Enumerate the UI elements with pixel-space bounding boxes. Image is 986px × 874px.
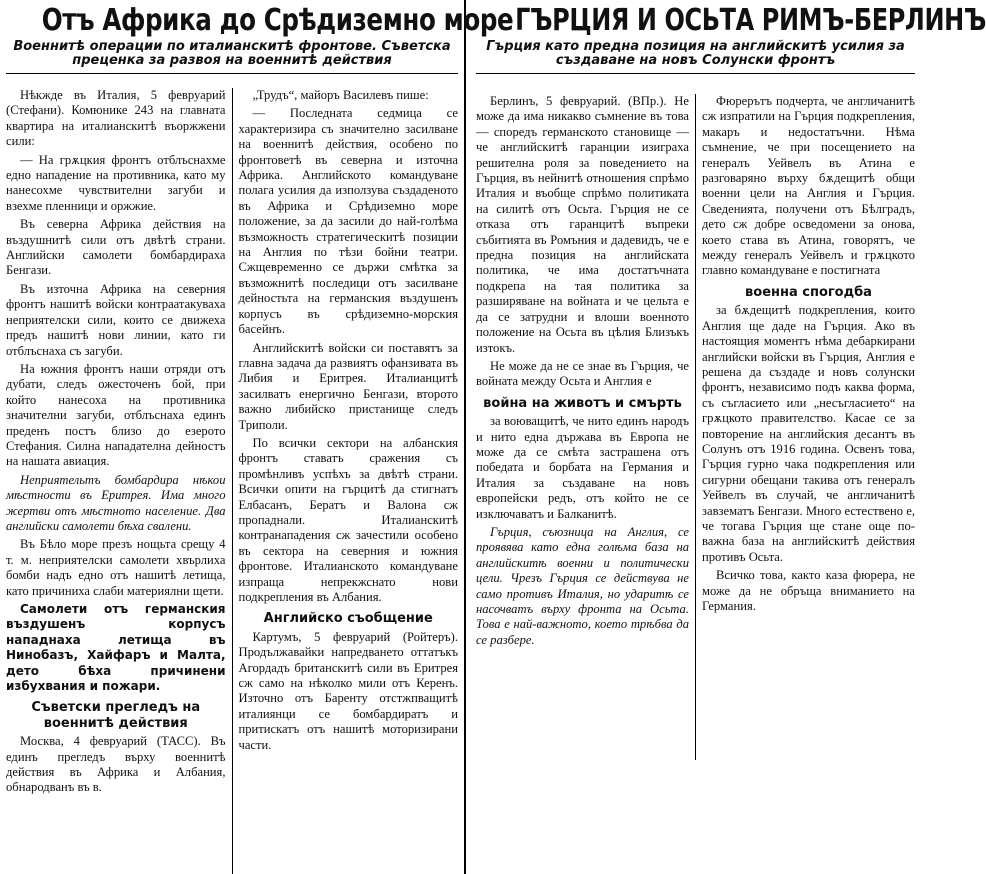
article-columns — [0, 88, 464, 874]
column-1 — [0, 88, 232, 874]
paragraph: Английскитѣ войски си поставятъ за главна задача да развиятъ офанзивата въ Либия и Еритрея. Италианцитѣ засилватъ енергично Бенгази, второто важно либийско пристанище следъ Триполи. — [238, 340, 458, 432]
paragraph: Неприятельтъ бомбардира нѣкои мѣстности въ Еритрея. Има много жертви отъ мѣстното население. Два английски самолети бѣха свалени. — [6, 472, 226, 533]
section-heading: война на животъ и смърть — [483, 395, 682, 411]
headline: ГЪРЦИЯ И ОСЬТА РИМЪ-БЕРЛИНЪ — [515, 3, 986, 38]
paragraph: за воюващитѣ, че нито единъ народъ и нито една държава въ Европа не може да се смѣта застрашена отъ победата и борбата на Германия и Италия за създаване на новъ европейски редъ, отъ който не се изключаватъ и Балканитѣ. — [476, 414, 689, 521]
paragraph: На южния фронтъ наши отряди отъ дубати, следъ ожесточенъ бой, при който нанесоха на противника значителни загуби, отблъснаха единъ преденъ постъ близо до езерото Стефания. Силна нападателна дейностъ на нашата авиация. — [6, 361, 226, 469]
column-2 — [232, 88, 465, 874]
paragraph: Въ източна Африка на северния фронтъ нашитѣ войски контраатакуваха неприятелски сили, които се движеха предъ нашитѣ нови линии, като ги отблъснаха съ загуби. — [6, 281, 226, 358]
section-heading: военна спогодба — [745, 284, 872, 300]
paragraph: Гърция, съюзница на Англия, се проявява като една голѣма база на английскитѣ военни и политически цели. Чрезъ Гърция се действува не само противъ Италия, но ударитѣ се насочватъ върху фронта на Осьта. Това е най-важното, което трѣбва да се разбере. — [476, 524, 689, 647]
paragraph: Берлинъ, 5 февруарий. (ВПр.). Не може да има никакво съмнение въ това — споредъ германското становище — че английскитѣ гаранции изиграха решителна роля за поведението на Гърция, въ нейнитѣ отношения спрѣмо Италия и въобще спрѣмо политиката на силитѣ отъ Осьта. Гърция не се отказа отъ гаранцитѣ въпреки събитията въ Ромъния и дадевидъ, че е предна позиция на английската политика, че има достатъчната подкрепа на тая политика за разширяване на войната и че цельта е да се затрудни и влоши военното положение на Осьта въ цѣлия Близъкъ изтокъ. — [476, 94, 689, 355]
paragraph: Самолети отъ германския въздушенъ корпусъ нападнаха летища въ Нинобазъ, Хайфаръ и Малта, дето бѣха причинени избухвания и пожари. — [6, 602, 226, 694]
section-heading: Английско съобщение — [263, 611, 433, 627]
paragraph: за бѫдещитѣ подкрепления, които Англия ще даде на Гърция. Ако въ настоящия моментъ нѣма дебаркирани английски войски въ Гърция, Англия е решена да създаде и новъ солунски фронтъ, независимо подъ каква форма, съ съгласието или „несъгласието“ на грѫцкото правителство. Касае се за повторение на английския десантъ въ Солунъ отъ 1916 година. Освенъ това, Гърция гурно чака подкрепления или сигурни обещани такива отъ генералъ Уейвелъ въ случай, че англичанитѣ завзематъ Бенгази. Много естествено е, че тогава Гърция ще стане още по-важна база на английскитѣ действия противъ Осьта. — [702, 303, 915, 564]
paragraph: — На грѫцкия фронтъ отблъснахме едно нападение на противника, като му нанесохме чувствителни загуби и взехме пленници и оржжие. — [6, 152, 226, 213]
paragraph: По всички сектори на албанския фронтъ ставатъ сражения съ промѣнливъ успѣхъ за двѣтѣ страни. Всички опити на гърцитѣ да стигнатъ Елбасанъ, Бератъ и Валона сж пропаднали. Италианскитѣ контранападения сж зачестили особено въ сектора на северния и южния фронтове. Италианското командуване изпраща непрекжснато нови подкрепления въ Албания. — [238, 435, 458, 604]
paragraph: Въ Бѣло море презъ нощьта срещу 4 т. м. неприятелски самолети хвърлиха бомби надъ едно отъ нашитѣ летища, като причиниха слаби материялни щети. — [6, 537, 226, 598]
section-heading: Съветски прегледъ на военнитѣ действия — [31, 700, 201, 731]
paragraph: Не може да не се знае въ Гърция, че войната между Осьта и Англия е — [476, 358, 689, 389]
divider — [476, 73, 915, 74]
column-2 — [695, 94, 921, 760]
paragraph: Картумъ, 5 февруарий (Ройтеръ). Продължавайки напредването оттатъкъ Агордадъ британскитѣ сили въ Еритрея сж само на нѣколко мили отъ Керенъ. Източно отъ Баренту отстжпващитѣ италиянци се бомбардиратъ и притискатъ отъ нашитѣ моторизирани части. — [238, 629, 458, 752]
article-greece-axis — [470, 0, 986, 760]
paragraph: Всичко това, както каза фюрера, не може да не обръща вниманието на Германия. — [702, 568, 915, 613]
paragraph: Въ северна Африка действия на въздушнитѣ сили отъ двѣтѣ страни. Английски самолети бомбардираха Бенгази. — [6, 217, 226, 278]
paragraph: Москва, 4 февруарий (ТАСС). Въ единъ прегледъ върху военнитѣ действия въ Африка и Албания, обнародванъ въ в. — [6, 734, 226, 795]
column-1 — [470, 94, 695, 760]
subheadline: Гърция като предна позиция на английскитѣ усилия за създаване на новъ Солунски фронтъ — [486, 39, 905, 69]
subheadline: Военнитѣ операции по италианскитѣ фронтове. Съветска преценка за развоя на военнитѣ действия — [13, 39, 451, 69]
paragraph: Фюрерътъ подчерта, че англичанитѣ сж изпратили на Гърция подкрепления, макаръ и недостатъчни. Нѣма съмнение, че при посещението на генералъ Уейвелъ въ Атина е разговаряно върху бѫдещитѣ общи военни цели на Англия и Гърция. Сведенията, получени отъ Бѣлградъ, дето сж добре осведомени за онова, което става въ Атина, говорятъ, че между генералъ Уейвелъ и грѫцкото главно командуване е постигната — [702, 94, 915, 278]
paragraph: — Последната седмица се характеризира съ значително засилване на военнитѣ действия, особено по фронтоветѣ въ северна и източна Африка. Английското командуване полага усилия да използува създаденото въ Африка и Срѣдиземно море положение, за да засили до най-голѣма възможность стратегическитѣ позиции на Англия по тѣзи бойни театри. Сжщевременно се държи смѣтка за възможнитѣ последици отъ засилване дейностьта на германския въздушенъ корпусъ въ срѣдиземно-морския басейнъ. — [238, 106, 458, 337]
article-columns — [470, 94, 921, 760]
divider — [6, 73, 458, 74]
paragraph: „Трудъ“, майоръ Василевъ пише: — [252, 88, 429, 102]
paragraph: Нѣкжде въ Италия, 5 февруарий (Стефани). Комюнике 243 на главната квартира на италианскитѣ въоржжени сили: — [6, 88, 226, 149]
headline: Отъ Африка до Срѣдиземно море — [41, 3, 514, 38]
